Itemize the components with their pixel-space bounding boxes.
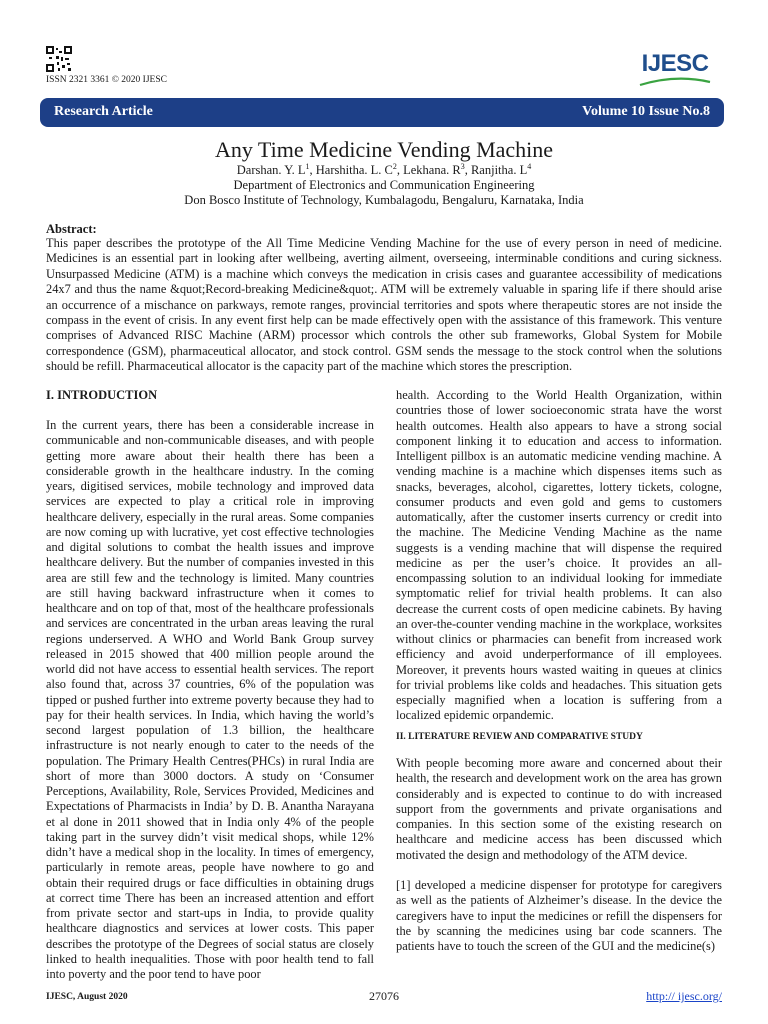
institute: Don Bosco Institute of Technology, Kumbalagodu, Bengaluru, Karnataka, India [184, 193, 584, 207]
issn-line: ISSN 2321 3361 © 2020 IJESC [46, 75, 167, 85]
article-banner [40, 98, 724, 127]
abstract-text: This paper describes the prototype of the All Time Medicine Vending Machine for the use of every person in need of medicine. Medicines is an essential part in looking after wellbeing, averting ailment, overseeing, interminable conditions and curing sickness. Unsurpassed Medicine (ATM) is a machine which conveys the medication in crisis cases and guarantee accessibility of medications 24x7 and thus the name &quot;Record-breaking Medicine&quot;. ATM will be extremely valuable in sparing life if there should arise an occurrence of a mischance on parkways, remote ranges, provincial territories and spots where therapeutic stores are not inside the compass in the event of crisis. In any event first help can be made effectively open with the assistance of this framework. This venture comprises of Advanced RISC Machine (ARM) processor which controls the other sub frameworks, Global System for Mobile correspondence (GSM), pharmaceutical allocator, and stock control. GSM sends the message to the stock control when the solutions should be refill. Pharmaceutical allocator is the capacity part of the machine which stores the prescription. [46, 236, 722, 374]
author-affiliation-mark: 2 [392, 162, 397, 171]
author-separator: , [464, 163, 471, 178]
author-affiliation-mark: 4 [527, 162, 532, 171]
paper-title: Any Time Medicine Vending Machine [214, 137, 554, 162]
introduction-paragraph: In the current years, there has been a considerable increase in communicable and non-communicable diseases, and with people getting more aware about their health there has been a considerable growth in the healthcare industry. In the coming years, digitised services, mobile technology and improved data services are expected to play a critical role in improving healthcare delivery, especially in the rural areas. Some companies are now coming up with lucrative, yet cost effective technologies and digital solutions to combat the health issues and improve healthcare delivery. But the number of companies invested in this area are still few and the technology is limited. Many countries are still having backward infrastructure when it comes to healthcare and on top of that, most of the healthcare professionals and services are concentrated in the urban areas leaving the rural regions underserved. A WHO and World Bank Group survey released in 2015 showed that 400 million people around the world did not have access to essential health services. The report also found that, across 37 countries, 6% of the population was tipped or pushed further into extreme poverty because they had to pay for their health services. In India, which having the world’s second largest population of 1.3 billion, the healthcare infrastructure is not nearly enough to cater to the needs of the population. The Primary Health Centres(PHCs) in rural India are short of more than 3000 doctors. A study on ‘Consumer Perceptions, Availability, Role, Services Provided, Medicines and Expectations of Pharmacists in India’ by D. B. Anantha Narayana et al done in 2011 showed that in India only 4% of the people taking part in the survey didn’t visit medical shops, while 12% didn’t have a medical shop in the locality. In times of emergency, particularly in remote areas, people have nowhere to go and obtain their required drugs or face difficulties in obtaining drugs at correct time There has been an increased attention and effort from private sector and start-ups in India, to provide quality healthcare diagnostics and services at lower costs. This paper describes the prototype of the Degrees of social status are closely linked to health inequalities. Those with poor health tend to fall into poverty and the poor tend to have poor [46, 418, 374, 981]
author: Darshan. Y. L [236, 163, 306, 178]
qr-code [46, 46, 72, 72]
introduction-heading: I. INTRODUCTION [46, 388, 158, 402]
literature-review-paragraph-2: [1] developed a medicine dispenser for prototype for caregivers as well as the patients of Alzheimer’s disease. In the device the caregivers have to input the medicines or refill the dispensers for the by scanning the medicines using bar code scanners. The patients have to touch the screen of the GUI and the medicine(s) [396, 878, 722, 953]
literature-review-heading: II. LITERATURE REVIEW AND COMPARATIVE STUDY [396, 732, 643, 742]
abstract-heading: Abstract: [46, 222, 97, 236]
department: Department of Electronics and Communication Engineering [233, 178, 535, 192]
author: Harshitha. L. C [315, 163, 393, 178]
logo-swoosh-icon [636, 76, 714, 88]
logo-text: IJESC [641, 50, 709, 77]
footer-journal-date: IJESC, August 2020 [46, 992, 128, 1002]
author-separator: , [396, 163, 404, 178]
journal-link[interactable]: http:// ijesc.org/ [646, 989, 722, 1003]
author: Lekhana. R [403, 163, 461, 178]
author-list [0, 162, 768, 178]
introduction-continued-paragraph: health. According to the World Health Organization, within countries those of lower socioeconomic strata have the worst health outcomes. Health also appears to have a strong social component linking it to education and access to information. Intelligent pillbox is an automatic medicine vending machine. A vending machine is a machine which dispenses items such as snacks, beverages, alcohol, cigarettes, lottery tickets, cologne, consumer products and even gold and gems to customers automatically, after the customer inserts currency or credit into the machine. The Medicine Vending Machine as the name suggests is a vending machine that will dispense the required medicine as per the user’s choice. It provides an all-encompassing solution to an individual looking for immediate symptomatic relief for trivial health problems. It can also decrease the current costs of open medicine cabinets. By having an over-the-counter vending machine in the workplace, worksites without clinics or pharmacies can benefit from increased work efficiency and avoid underperformance of ill employees. Moreover, it prevents hours wasted waiting in queues at clinics for trivial problems like colds and headaches. This situation gets especially magnified when a location is suffering from a localized epidemic orpandemic. [396, 388, 722, 723]
article-type: Research Article [54, 104, 153, 119]
ijesc-logo [636, 50, 714, 90]
author-affiliation-mark: 3 [460, 162, 465, 171]
author-separator: , [309, 163, 316, 178]
literature-review-paragraph: With people becoming more aware and concerned about their health, the research and development work on the area has grown considerably and is expected to continue to do with increased support from the governments and private organisations and companies. In this section some of the existing research on healthcare and medicine access has been discussed which motivated the design and methodology of the ATM device. [396, 756, 722, 862]
volume-issue: Volume 10 Issue No.8 [582, 104, 710, 119]
author-affiliation-mark: 1 [305, 162, 310, 171]
author: Ranjitha. L [470, 163, 528, 178]
page-number: 27076 [369, 989, 399, 1003]
